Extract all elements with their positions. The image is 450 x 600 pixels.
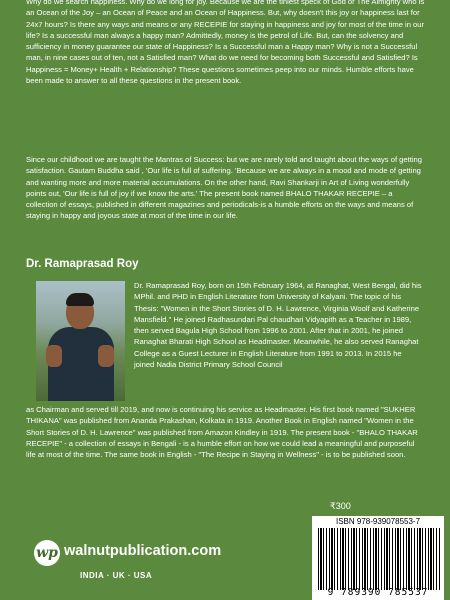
barcode-icon [318,528,440,590]
author-bio-continued: as Chairman and served till 2019, and now is continuing his service as Headmaster. His first book named "SUKHER THIKANA" was published from Ananda Prakashan, Kolkata in 1919. Another Book in English named "Women in the Short Stories of D. H. Lawrence" was published from Amazon Kindley in 1919. The present book - "BHALO THAKAR RECEPIE" - a collection of essays in Bengali - is a humble effort on how we could lead a meaningful and purposeful life at most of the time. The same book in English - "The Recipe in Staying in Wellness" - is to be published soon. [26,405,418,460]
author-photo [36,281,125,401]
author-name-heading: Dr. Ramaprasad Roy [26,258,139,270]
publisher-regions: INDIA · UK · USA [80,571,153,580]
isbn-barcode-block [312,516,444,600]
isbn-label: ISBN 978-939078553-7 [335,517,421,526]
intro-paragraph: Why do we search happiness. Why do we long for joy. Because we are the tiniest speck of God or The Almighty who is an Ocean of the Joy – an Ocean of Peace and an Ocean of Happiness. But, why doesn't this joy or happiness last for 24x7 hours? Is there any ways and means or any RECEPIE for staying in happiness and joy for most of the time in our life? Is a successful man always a happy man? Admittedly, money is the petrol of Life. But, can the solvency and sufficiency in money guarantee our state of Happiness? Is a Successful man a Happy man? Why is not a Successful man, in nine cases out of ten, not a Satisfied man? What do we need for becoming both Successful and Satisfied? Is Happiness = Money+ Health + Relationship? These questions sometimes peep into our minds. Humble efforts have been made to answer to all these questions in the present book. [26,0,425,86]
author-bio-text: Dr. Ramaprasad Roy, born on 15th February 1964, at Ranaghat, West Bengal, did his MPhil. and PHD in English Literature from University of Kalyani. The topic of his Thesis: "Women in the Short Stories of D. H. Lawrence, Virginia Woolf and Katherine Mansfield." He joined Radhasundari Pal chaudhari Vidyapith as a Teacher in 1989, then served Bagula High School from 1996 to 2001. After that in 2001, he joined Ranaghat Bharati High School as Headmaster. Meanwhile, he also served Ranaghat College as a Guest Lecturer in English Literature from 1991 to 2013. In 2015 he joined Nadia District Primary School Council [134,281,422,370]
publisher-name: walnutpublication.com [64,543,222,559]
publisher-logo-icon: wp [34,540,60,566]
isbn-digits: 9 789390 785537 [327,587,429,598]
second-paragraph: Since our childhood we are taught the Mantras of Success: but we are rarely told and taught about the ways of getting satisfaction. Gautam Buddha said , 'Our life is full of suffering. 'Because we are always in a mood and mode of getting and wanting more and more material accumulations. On the other hand, Ravi Shankarji in Art of Living wonderfully points out, 'Our life is full of joy if we know the arts.' The present book named BHALO THAKAR RECEPIE – a collection of essays, published in different magazines and periodicals-is a humble efforts on the ways and means of staying in happy and joyous state at most of the time in our life. [26,155,422,221]
price-label: ₹300 [330,501,351,511]
